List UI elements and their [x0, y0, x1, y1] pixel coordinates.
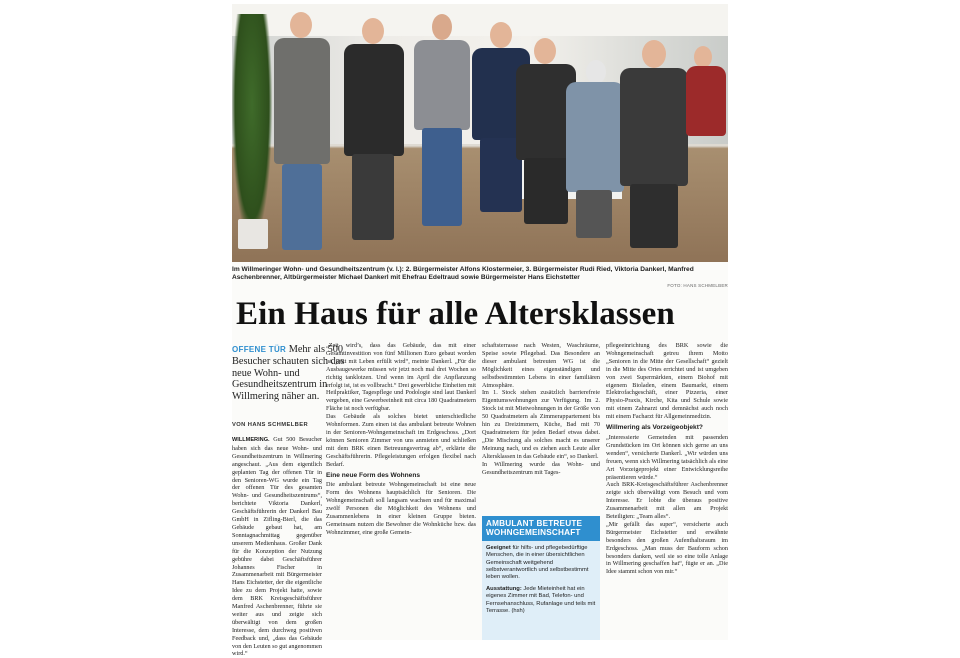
intro-kicker: OFFENE TÜR: [232, 345, 287, 354]
column-1-text: Gut 500 Besucher haben sich das neue Wohn- und Gesundheitszentrum in Willmering angeschaut. „Aus dem eigentlich geplanten Tag der offenen Tür in den Senioren-WG wurde ein Tag der offenen Tür des gesamten Wohn- und Gesundheitszentrums“, berichtete Viktoria Dankerl, Geschäftsführerin der Dankerl Bau GmbH in Zifling-Bierl, die das Gebäude gebaut hat, am Sonntagnachmittag gegenüber unserem Medienhaus. Großer Dank für die Konzeption der Nutzung gebühre dabei Geschäftsführer Johannes Fischer in Zusammenarbeit mit Bürgermeister Hans Eichstetter, der die eigentliche Idee zu dem Projekt hatte, sowie dem BRK Kreisgeschäftsführer Manfred Aschenbrenner, führte sie weiter aus und zeigte sich überwältigt von dem großen Interesse, dem durchweg positiven Feedback und, „dass das Gebäude von den Leuten so gut angenommen wird.“: [232, 436, 323, 658]
column-4-paragraph-4: „Mir gefällt das super“, versicherte auch Bürgermeister Eichstetter und erwähnte besonders den großen Aufenthaltsraum im Erdgeschoss. „Man muss der Bauform schon besonders danken, weil sie so eine tolle Anlage in Willmering geschaffen hat“, fügte er an. „Die Idee stammt schon von mir.“: [606, 520, 728, 576]
info-box-title: AMBULANT BETREUTE WOHNGEMEINSCHAFT: [482, 516, 600, 541]
byline: VON HANS SCHMELBER: [232, 422, 309, 428]
column-4-paragraph-1: pflegeeinrichtung des BRK sowie die Wohngemeinschaft getreu ihrem Motto „Senioren in die Mitte der Gesellschaft“ gezielt in die Mitte des Ortes errichtet und ist umgeben von zwei Supermärkten, einem Biohof mit eigenem Bioladen, einem Baumarkt, einem Elektrofachgeschäft, einer Pizzeria, einer Physio-Praxis, Kirche, Kita und Schule sowie mit einem Zahnarzt und demnächst auch noch mit einem Facharzt für Allgemeinmedizin.: [606, 342, 728, 421]
article-column-1: [232, 436, 322, 658]
dateline: WILLMERING.: [232, 437, 270, 443]
photo-caption: Im Willmeringer Wohn- und Gesundheitszentrum (v. l.): 2. Bürgermeister Alfons Klostermeier, 3. Bürgermeister Rudi Ried, Viktoria Dankerl, Manfred Aschenbrenner, Altbürgermeister Michael Dankerl mit Ehefrau Edeltraud sowie Bürgermeister Hans Eichstetter: [232, 266, 694, 282]
column-2-paragraph-2: Das Gebäude als solches bietet unterschiedliche Wohnformen. Zum einen ist das ambulant betreute Wohnen in der Senioren-Wohngemeinschaft im Erdgeschoss. „Dort können Senioren Zimmer von uns anmieten und schließen mit dem BRK einen Betreuungsvertrag ab“, erklärte die Geschäftsführerin. Pflegeleistungen erfolgen flexibel nach Bedarf.: [326, 413, 476, 468]
article-column-3: [482, 342, 600, 476]
headline: Ein Haus für alle Altersklassen: [236, 296, 675, 332]
group-photo: [232, 4, 728, 262]
newspaper-clipping: [232, 4, 728, 658]
subheading-new-form: Eine neue Form des Wohnens: [326, 471, 421, 479]
subheading-showcase: Willmering als Vorzeigeobjekt?: [606, 424, 703, 432]
photo-plant-pot: [238, 219, 268, 249]
column-3-paragraph-3: In Willmering wurde das Wohn- und Gesundheitszentrum mit Tages-: [482, 460, 600, 476]
info-box-text-equipment: Jede Mieteinheit hat ein eigenes Zimmer mit Bad, Telefon- und Fernsehanschluss, Rufanlage und teils mit Terrasse. (hsh): [486, 585, 596, 615]
article-column-4: [606, 342, 728, 576]
intro-text: Mehr als 500 Besucher schauten sich das neue Wohn- und Gesundheitszentrum in Willmering näher an.: [232, 344, 345, 403]
column-2-paragraph-3: Die ambulant betreute Wohngemeinschaft ist eine neue Form des Wohnens hauptsächlich für Senioren. Die Wohngemeinschaft soll langsam wachsen und für maximal zwölf Personen die Möglichkeit des Wohnens und Zusammenlebens in einer kleinen Gruppe bieten. Gemeinsam nutzen die Bewohner die Wohnküche bzw. das Wohnzimmer, eine große Gemein-: [326, 481, 476, 536]
info-box-label-equipment: Ausstattung:: [486, 585, 522, 592]
column-3-paragraph-1: schaftsterrasse nach Westen, Waschräume, Speise sowie Pflegebad. Das Besondere an dieser ambulant betreuten WG ist die Möglichkeit eines eigenständigen und selbstbestimmten Lebens in einer familiären Atmosphäre.: [482, 342, 600, 389]
info-box-text-suited: für hilfs- und pflegebedürftige Menschen, die in einer übersichtlichen Gemeinschaft weitgehend selbstverantwortlich und selbstbestimmt leben wollen.: [486, 544, 589, 581]
column-4-paragraph-2: „Interessierte Gemeinden mit passenden Grundstücken im Ort können sich gerne an uns wenden“, versicherte Dankerl. „Wir würden uns freuen, wenn sich Willmering tatsächlich als eine Art Vorzeigeprojekt einer Entwicklungsreihe präsentieren würde.“: [606, 433, 728, 481]
info-box-label-suited: Geeignet: [486, 544, 511, 551]
article-column-2: [326, 342, 476, 537]
photo-credit: FOTO: HANS SCHMELBER: [667, 283, 728, 288]
column-4-paragraph-3: Auch BRK-Kreisgeschäftsführer Aschenbrenner zeigte sich überwältigt vom Besuch und vom Interesse. Er lobte die überaus positive Zusammenarbeit mit allen am Projekt Beteiligten: „Team alles“.: [606, 481, 728, 521]
column-3-paragraph-2: Im 1. Stock stehen zusätzlich barrierefreie Eigentumswohnungen zur Verfügung. Im 2. Stock ist mit Mietwohnungen in der Größe von 50 Quadratmetern als Zimmerappartement bis hin zu Dreizimmern, Küche, Bad mit 70 Quadratmetern für jeden Bedarf etwas dabei. „Die Mischung als solches macht es unserer Meinung nach, und es ziehen auch Leute aller Altersklassen in das Gebäude ein“, so Dankerl.: [482, 389, 600, 460]
info-box: [482, 516, 600, 640]
photo-plant: [232, 14, 272, 239]
column-2-paragraph-1: „Zeit wird’s, dass das Gebäude, das mit einer Gesamtinvestition von fünf Millionen Euro gebaut worden ist, jetzt mit Leben erfüllt wird“, meinte Dankerl. „Für die Ausbaugewerke müssen wir jetzt noch mal drei Wochen so richtig tanklotzen. Und wenn im April die Anpflanzung erfolgt ist, ist es vollbracht.“ Drei gewerbliche Einheiten mit Heilpraktiker, Tagespflege und Podologie sind laut Dankerl vergeben, eine Gewerbeeinheit mit circa 180 Quadratmetern Fläche ist noch verfügbar.: [326, 342, 476, 413]
info-box-body: [482, 541, 600, 620]
